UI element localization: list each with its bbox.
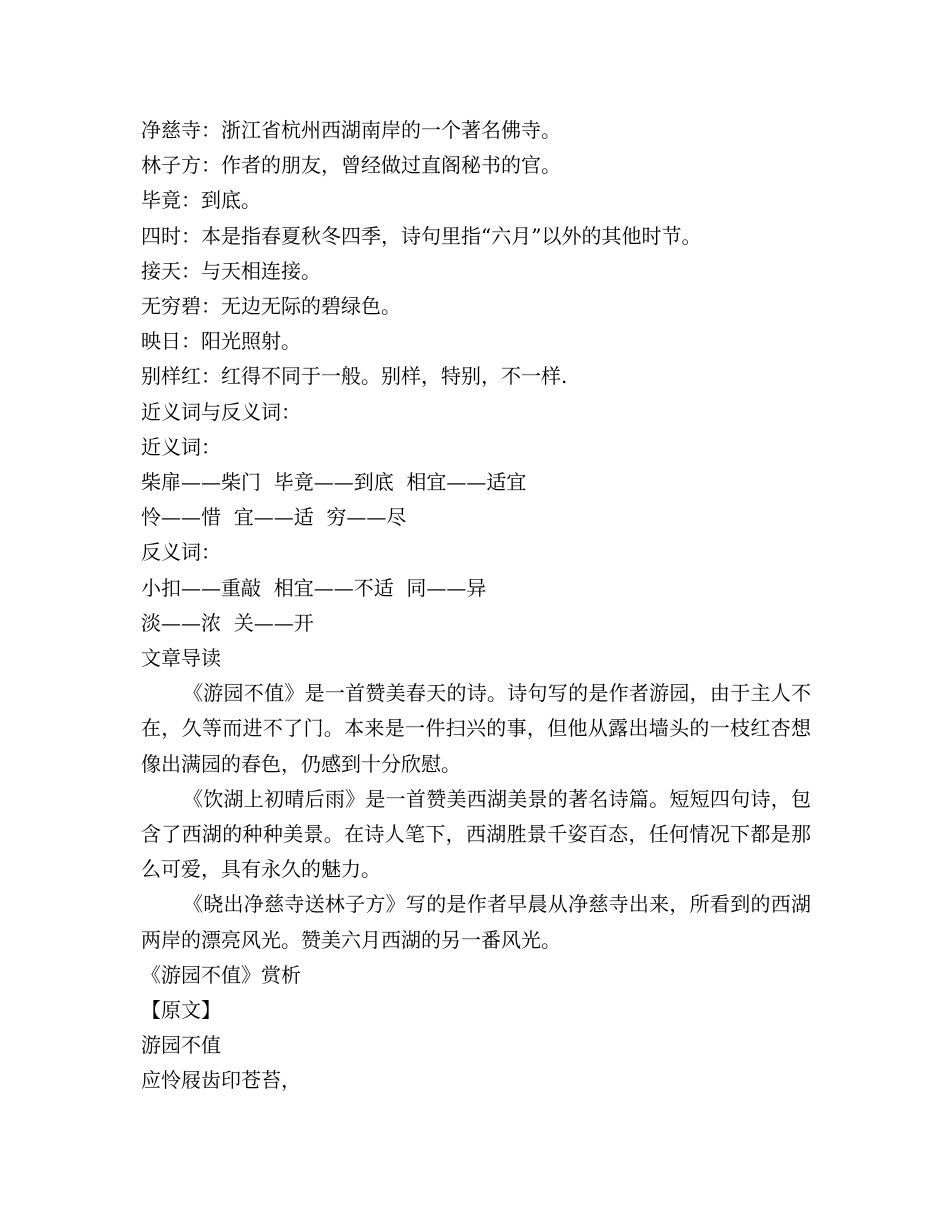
synonyms-line-2: 怜——惜 宜——适 穷——尽: [141, 505, 407, 530]
guide-paragraph-xiaochu: 《晓出净慈寺送林子方》写的是作者早晨从净慈寺出来，所看到的西湖两岸的漂亮风光。赞美六月西湖的另一番风光。: [141, 892, 811, 952]
document-body: [141, 113, 811, 1099]
note-wuqiongbi: 无穷碧：无边无际的碧绿色。: [141, 294, 401, 319]
appreciation-heading: 《游园不值》赏析: [141, 962, 301, 987]
antonyms-line-1: 小扣——重敲 相宜——不适 同——异: [141, 575, 487, 600]
note-bieyanghong: 别样红：红得不同于一般。别样，特别，不一样.: [141, 364, 568, 389]
guide-paragraph-youyuan: 《游园不值》是一首赞美春天的诗。诗句写的是作者游园，由于主人不在，久等而进不了门。本来是一件扫兴的事，但他从露出墙头的一枝红杏想像出满园的春色，仍感到十分欣慰。: [141, 681, 811, 776]
note-sishi: 四时：本是指春夏秋冬四季，诗句里指“六月”以外的其他时节。: [141, 223, 702, 248]
vocab-heading: 近义词与反义词：: [141, 399, 301, 424]
note-jietian: 接天：与天相连接。: [141, 258, 321, 283]
poem-line-1: 应怜屐齿印苍苔，: [141, 1068, 301, 1093]
note-yingri: 映日：阳光照射。: [141, 329, 301, 354]
guide-heading: 文章导读: [141, 646, 221, 671]
antonyms-heading: 反义词：: [141, 540, 221, 565]
antonyms-line-2: 淡——浓 关——开: [141, 610, 314, 635]
poem-title: 游园不值: [141, 1033, 221, 1058]
guide-paragraph-yinhu: 《饮湖上初晴后雨》是一首赞美西湖美景的著名诗篇。短短四句诗，包含了西湖的种种美景。在诗人笔下，西湖胜景千姿百态，任何情况下都是那么可爱，具有永久的魅力。: [141, 786, 811, 882]
synonyms-heading: 近义词：: [141, 434, 221, 459]
note-bijing: 毕竟：到底。: [141, 188, 261, 213]
original-text-label: 【原文】: [141, 998, 221, 1023]
note-lin-zifang: 林子方：作者的朋友，曾经做过直阁秘书的官。: [141, 153, 561, 178]
note-jingci-temple: 净慈寺：浙江省杭州西湖南岸的一个著名佛寺。: [141, 118, 561, 142]
synonyms-line-1: 柴扉——柴门 毕竟——到底 相宜——适宜: [141, 470, 527, 495]
